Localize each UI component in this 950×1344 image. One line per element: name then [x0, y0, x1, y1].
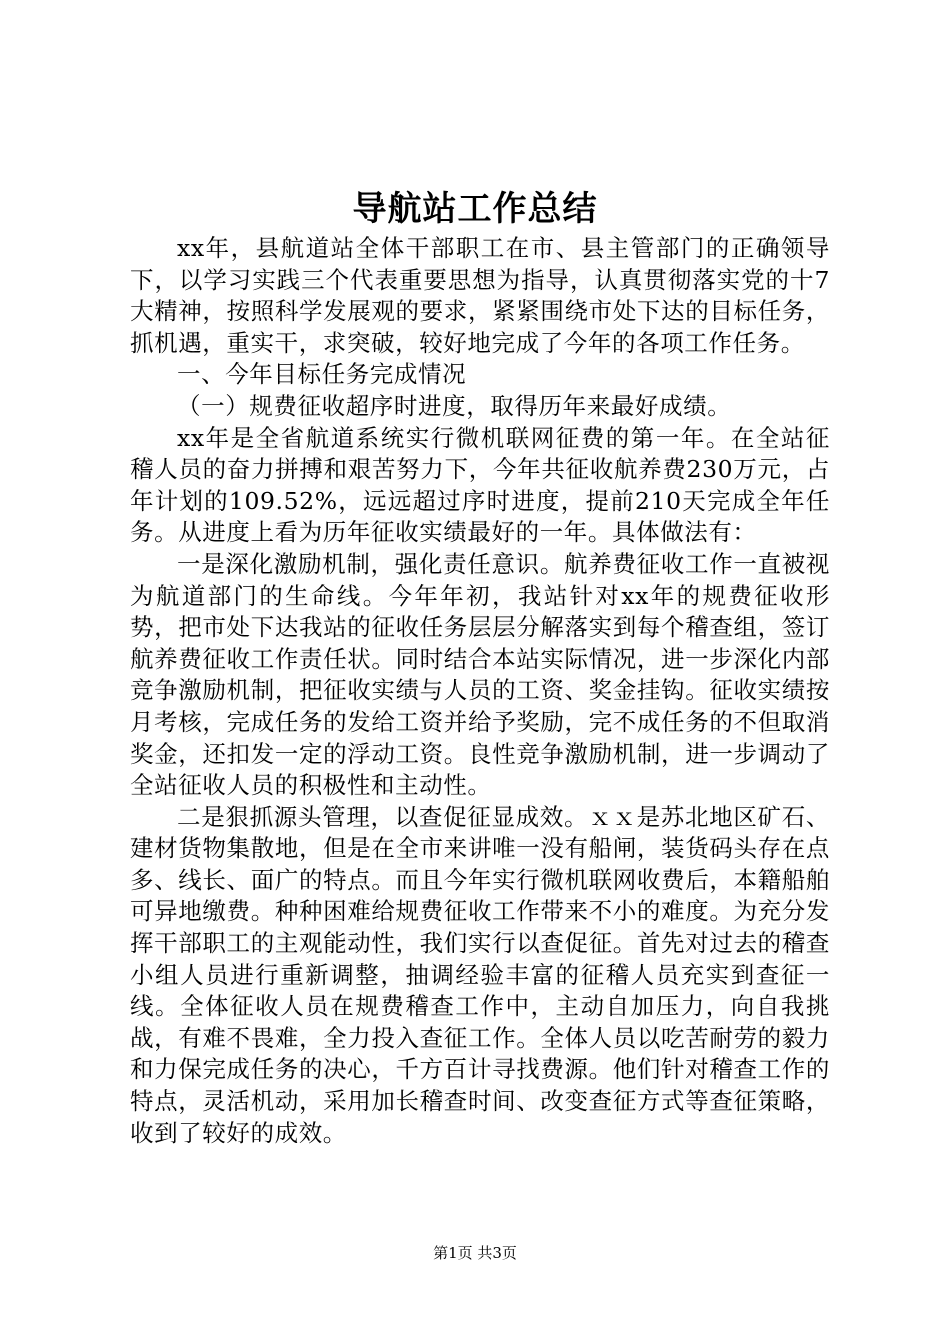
document-title: 导航站工作总结 — [352, 189, 598, 229]
paragraph-source-management: 二是狠抓源头管理，以查促征显成效。ｘｘ是苏北地区矿石、建材货物集散地，但是在全市来讲唯一没有船闸，装货码头存在点多、线长、面广的特点。而且今年实行微机联网收费后，本籍船舶可异地缴费。种种困难给规费征收工作带来不小的难度。为充分发挥干部职工的主观能动性，我们实行以查促征。首先对过去的稽查小组人员进行重新调整，抽调经验丰富的征稽人员充实到查征一线。全体征收人员在规费稽查工作中，主动自加压力，向自我挑战，有难不畏难，全力投入查征工作。全体人员以吃苦耐劳的毅力和力保完成任务的决心，千方百计寻找费源。他们针对稽查工作的特点，灵活机动，采用加长稽查时间、改变查征方式等查征策略，收到了较好的成效。 — [130, 802, 830, 1147]
page-footer: 第1页 共3页 — [433, 1244, 517, 1262]
paragraph-fee-collection: xx年是全省航道系统实行微机联网征费的第一年。在全站征稽人员的奋力拼搏和艰苦努力下，今年共征收航养费230万元，占年计划的109.52%，远远超过序时进度，提前210天完成全年任务。从进度上看为历年征收实绩最好的一年。具体做法有： — [130, 423, 830, 547]
paragraph-intro: xx年，县航道站全体干部职工在市、县主管部门的正确领导下，以学习实践三个代表重要思想为指导，认真贯彻落实党的十7大精神，按照科学发展观的要求，紧紧围绕市处下达的目标任务，抓机遇，重实干，求突破，较好地完成了今年的各项工作任务。 — [130, 234, 830, 357]
document-body — [130, 233, 830, 1149]
subsection-heading: （一）规费征收超序时进度，取得历年来最好成绩。 — [177, 391, 732, 420]
section-heading: 一、今年目标任务完成情况 — [177, 360, 467, 389]
paragraph-incentive-mechanism: 一是深化激励机制，强化责任意识。航养费征收工作一直被视为航道部门的生命线。今年年初，我站针对xx年的规费征收形势，把市处下达我站的征收任务层层分解落实到每个稽查组，签订航养费征收工作责任状。同时结合本站实际情况，进一步深化内部竞争激励机制，把征收实绩与人员的工资、奖金挂钩。征收实绩按月考核，完成任务的发给工资并给予奖励，完不成任务的不但取消奖金，还扣发一定的浮动工资。良性竞争激励机制，进一步调动了全站征收人员的积极性和主动性。 — [130, 549, 830, 800]
